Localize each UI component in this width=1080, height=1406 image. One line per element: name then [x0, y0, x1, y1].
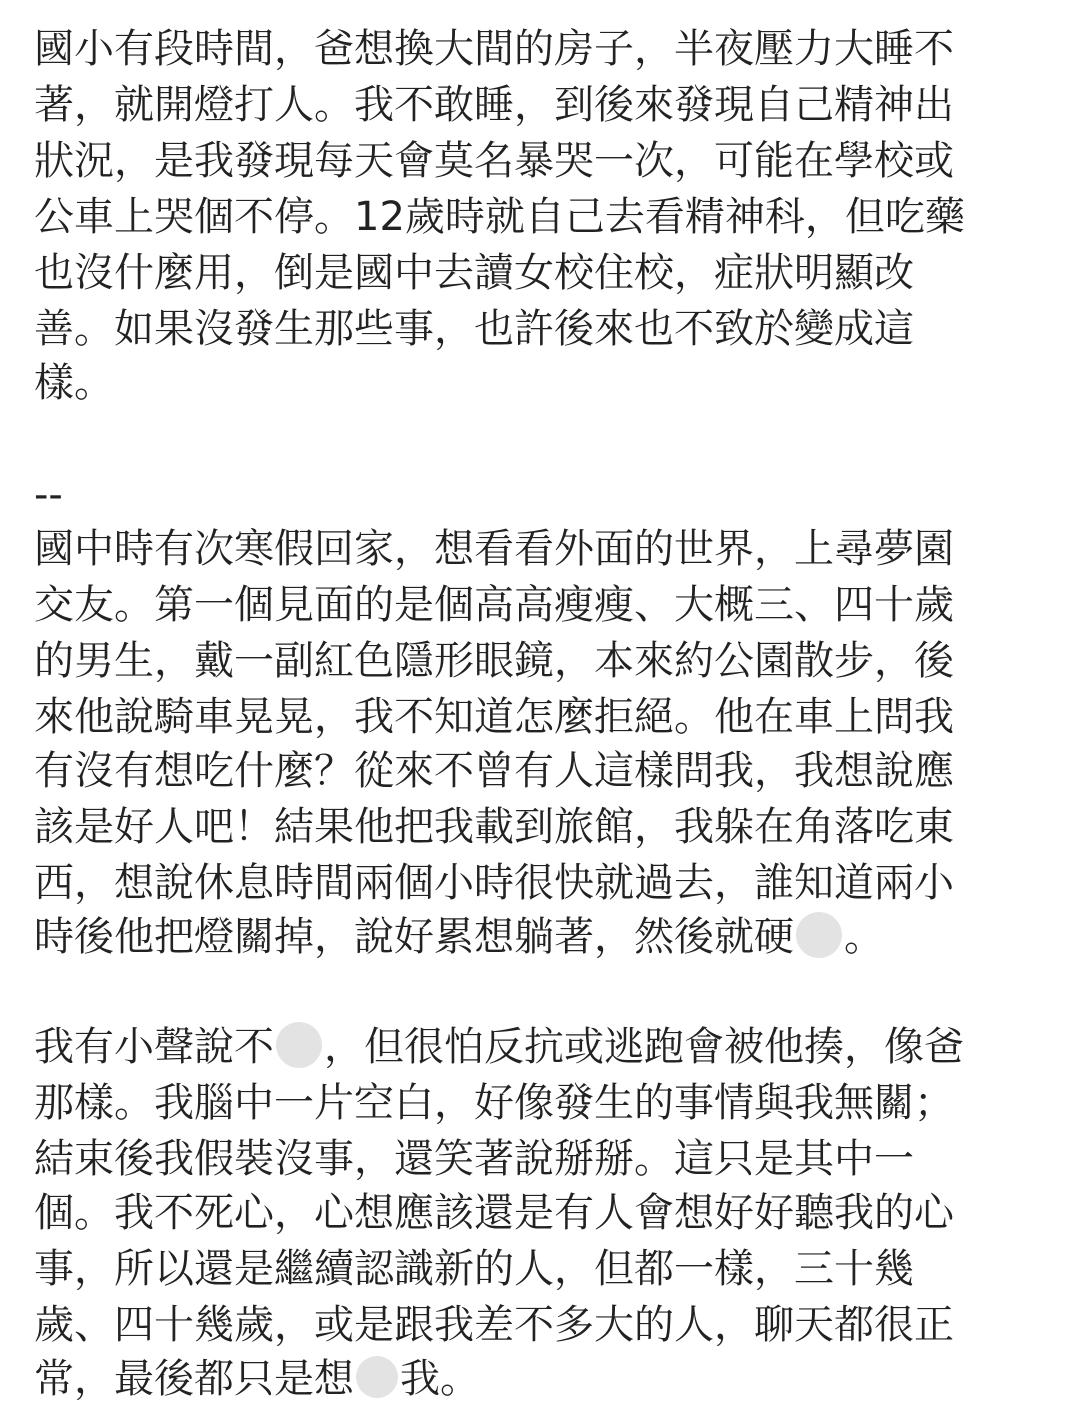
- text-line: 國中時有次寒假回家，想看看外面的世界，上尋夢園: [34, 526, 954, 572]
- text-line: 公車上哭個不停。12歲時就自己去看精神科，但吃藥: [34, 194, 965, 240]
- separator: --: [34, 472, 63, 518]
- text-line: 那樣。我腦中一片空白，好像發生的事情與我無關；: [34, 1080, 954, 1126]
- text-line: [34, 1020, 964, 1074]
- text-line: 交友。第一個見面的是個高高瘦瘦、大概三、四十歲: [34, 582, 954, 628]
- blur-redaction: [356, 1356, 398, 1398]
- text-line: [34, 910, 884, 964]
- text-segment: 。: [844, 914, 884, 960]
- text-line: 結束後我假裝沒事，還笑著說掰掰。這只是其中一: [34, 1136, 914, 1182]
- text-line: 狀況，是我發現每天會莫名暴哭一次，可能在學校或: [34, 138, 954, 184]
- text-line: 該是好人吧！結果他把我載到旅館，我躲在角落吃東: [34, 804, 954, 850]
- text-line: 也沒什麼用，倒是國中去讀女校住校，症狀明顯改: [34, 250, 914, 296]
- text-segment: 時後他把燈關掉，說好累想躺著，然後就硬: [34, 914, 794, 960]
- text-segment: 我。: [400, 1356, 480, 1402]
- text-line: 個。我不死心，心想應該還是有人會想好好聽我的心: [34, 1190, 954, 1236]
- text-segment: ，但很怕反抗或逃跑會被他揍，像爸: [324, 1024, 964, 1070]
- text-line: 來他說騎車晃晃，我不知道怎麼拒絕。他在車上問我: [34, 694, 954, 740]
- text-line: 善。如果沒發生那些事，也許後來也不致於變成這: [34, 306, 914, 352]
- text-line: 歲、四十幾歲，或是跟我差不多大的人，聊天都很正: [34, 1302, 954, 1348]
- text-segment: 我有小聲說不: [34, 1024, 274, 1070]
- text-line: 有沒有想吃什麼？從來不曾有人這樣問我，我想說應: [34, 748, 954, 794]
- text-line: 的男生，戴一副紅色隱形眼鏡，本來約公園散步，後: [34, 638, 954, 684]
- blur-redaction: [796, 912, 842, 958]
- text-line: 西，想說休息時間兩個小時很快就過去，誰知道兩小: [34, 860, 954, 906]
- text-line: 樣。: [34, 360, 114, 406]
- text-segment: 常，最後都只是想: [34, 1356, 354, 1402]
- text-line: 著，就開燈打人。我不敢睡，到後來發現自己精神出: [34, 82, 954, 128]
- text-line: 事，所以還是繼續認識新的人，但都一樣，三十幾: [34, 1246, 914, 1292]
- text-line: [34, 1352, 480, 1406]
- text-line: 國小有段時間，爸想換大間的房子，半夜壓力大睡不: [34, 26, 954, 72]
- blur-redaction: [276, 1022, 322, 1068]
